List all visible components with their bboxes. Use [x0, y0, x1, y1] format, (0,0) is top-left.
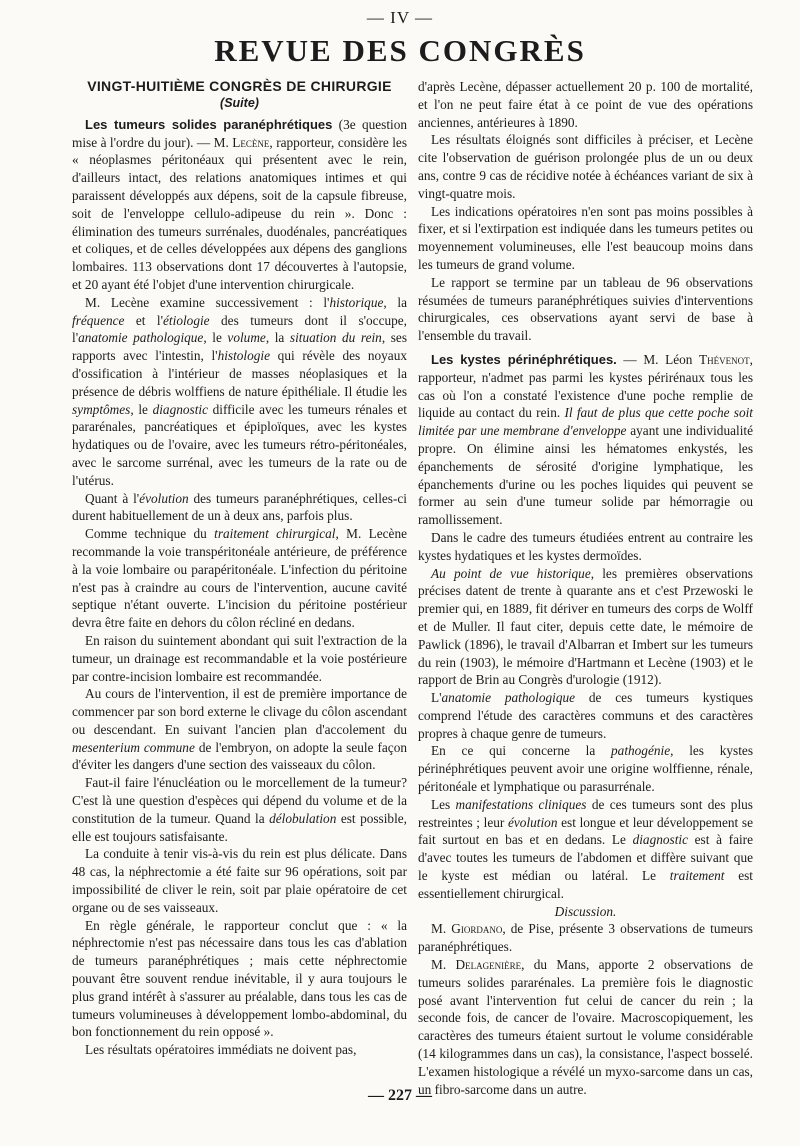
text: Quant à l': [85, 490, 140, 506]
text: , la: [265, 330, 290, 346]
text: des tumeurs dont il s'occupe, l': [72, 312, 407, 346]
emph: traitement chirurgical: [214, 526, 336, 542]
author-name: Delagenière: [455, 957, 522, 973]
text: , le: [203, 330, 228, 346]
text: , du Mans, apporte 2 observations de tumeurs solides pararénales. La première fois le diagnostic posé avant l'intervention fut celui de cancer du rein ; la seconde fois, de cancer de l'ovaire. Macroscopiquement, les caractères des tumeurs étaient surtout le volume considérable (14 kilogrammes dans un cas), la consistance, l'aspect bosselé. L'examen histologique a révélé un myxo-sarcome dans un cas, un fibro-sarcome dans un autre.: [418, 957, 753, 1097]
paragraph: Dans le cadre des tumeurs étudiées entrent au contraire les kystes hydatiques et les kystes dermoïdes.: [418, 529, 753, 563]
discussion-heading: Discussion.: [554, 903, 617, 919]
paragraph: [418, 689, 753, 742]
paragraph: [418, 956, 753, 1098]
paragraph: [72, 294, 407, 490]
text: Comme technique du: [85, 526, 215, 542]
text: , les kystes périnéphrétiques peuvent avoir une origine wolffienne, rénale, péritonéale et lymphatique ou parasurrénale.: [418, 743, 753, 795]
journal-section-title: REVUE DES CONGRÈS: [214, 33, 586, 68]
paragraph: [418, 351, 753, 529]
section-subtitle: (Suite): [220, 95, 259, 110]
text: de l'embryon, on adopte la seule façon d'éviter les dangers d'une section des vaisseaux du côlon.: [72, 739, 407, 773]
right-column: [418, 78, 753, 1098]
paragraph: Les résultats opératoires immédiats ne doivent pas,: [85, 1042, 357, 1058]
text: , rapporteur, considère les « néoplasmes péritonéaux qui présentent avec le rein, d'ailleurs intact, des relations anatomiques intimes et qui paraissent développés aux dépens, soit de la capsule fibreuse, soit de l'enveloppe cellulo-adipeuse du rein ». Donc : élimination des tumeurs surrénales, duodénales, pancréatiques et coliques, et de celles développées aux dépens des ganglions lombaires. 113 observations dont 17 découvertes à l'autopsie, et 20 ayant été l'objet d'une intervention chirurgicale.: [72, 134, 408, 292]
left-column: [72, 74, 407, 1059]
text: , rapporteur, n'admet pas parmi les kystes périrénaux tous les cas où l'on a constaté l'existence d'une poche remplie de liquide au contact du rein.: [418, 351, 753, 421]
text: est longue et leur développement se fait surtout en bas et en dedans. Le: [418, 814, 753, 848]
paragraph: d'après Lecène, dépasser actuellement 20 p. 100 de mortalité, et l'on ne peut faire état à ce point de vue des opérations anciennes, antérieures à 1890.: [418, 79, 753, 130]
text: de ces tumeurs sont des plus restreintes ; leur: [418, 796, 753, 830]
author-name: Giordano: [451, 921, 503, 937]
text: L': [431, 690, 442, 706]
emph: pathogénie: [611, 743, 671, 759]
text: , le: [130, 401, 153, 417]
page-number: — 227 —: [368, 1087, 432, 1104]
text: M.: [431, 957, 456, 973]
paragraph: En règle générale, le rapporteur conclut que : « la néphrectomie n'est pas nécessaire dans tous les cas d'ablation de tumeurs paranéphrétiques ; mais cette néphrectomie pouvant être souvent rendue inévitable, il y aura toujours le plus grand intérêt à s'assurer au préalable, dans tous les cas de tumeurs volumineuses à développement lombo-abdominal, du bon fonctionnement du rein opposé ».: [72, 917, 407, 1040]
emph: évolution: [508, 814, 558, 830]
text: , les premières observations précises datent de trente à quarante ans et c'est Przewoski le premier qui, en 1889, fit dériver en tumeurs des corps de Wolff et de Muller. Il faut citer, depuis cette date, le mémoire de Pawlick (1896), le travail d'Albarran et Imbert sur les tumeurs du rein (1903), le mémoire d'Hartmann et Lecène (1903) et le rapport de Brin au Congrès d'urologie (1912).: [418, 565, 753, 688]
text: — M. Léon: [616, 351, 700, 367]
paragraph: En raison du suintement abondant qui suit l'extraction de la tumeur, un drainage est recommandable et la voie postérieure par contre-incision lombaire est recommandée.: [72, 632, 407, 684]
author-name: Lecène: [232, 134, 270, 150]
emph: diagnostic: [152, 401, 208, 417]
emph: anatomie pathologique: [78, 330, 204, 346]
text: de ces tumeurs kystiques comprend l'étude des caractères communs et des caractères propres à chaque genre de tumeurs.: [418, 690, 753, 741]
paragraph: Les indications opératoires n'en sont pas moins possibles à fixer, et si l'extirpation est indiquée dans les tumeurs petites ou moyennement volumineuses, elle l'est beaucoup moins dans les tumeurs de grand volume.: [418, 203, 753, 272]
topic-lead: Les kystes périnéphrétiques.: [431, 351, 617, 367]
paragraph: [418, 742, 753, 795]
text: qui révèle des noyaux d'ossification à l'intérieur de masses néoplasiques et la présence de débris wolffiens de nature épithéliale. Il étudie les: [72, 348, 407, 399]
emph: fréquence: [72, 312, 125, 328]
text: est à faire d'avec toutes les tumeurs de l'abdomen et diffère suivant que le kyste est médian ou latéral. Le: [418, 832, 753, 884]
text: ayant une individualité propre. On élimine ainsi les hématomes enkystés, les épanchements de sérosité d'origine lymphatique, les épanchements d'urine ou les poches liquides qui peuvent se former au sein d'une tumeur solide par hémorragie ou ramollissement.: [418, 423, 753, 528]
paragraph: [418, 565, 753, 690]
emph: traitement: [669, 868, 725, 884]
text: , de Pise, présente 3 observations de tumeurs paranéphrétiques.: [418, 921, 753, 955]
emph: historique: [329, 294, 384, 310]
emph: symptômes: [72, 401, 131, 417]
paragraph: [72, 525, 407, 632]
emph: diagnostic: [632, 832, 688, 848]
emph: histologie: [217, 348, 271, 364]
section-title: VINGT-HUITIÈME CONGRÈS DE CHIRURGIE: [87, 78, 392, 94]
paragraph: La conduite à tenir vis-à-vis du rein est plus délicate. Dans 48 cas, la néphrectomie a été faite sur 96 opérations, soit par impossibilité de cliver le rein, soit par plaie opératoire de cet organe ou de ses vaisseaux.: [72, 846, 407, 915]
emph: manifestations cliniques: [455, 796, 587, 812]
text: , ses rapports avec l'intestin, l': [72, 330, 407, 364]
emph: situation du rein: [289, 330, 382, 346]
text: (3e question mise à l'ordre du jour). — M.: [72, 116, 408, 150]
paragraph: [72, 490, 407, 526]
emph: volume: [227, 330, 266, 346]
text: Au cours de l'intervention, il est de première importance de commencer par son bord externe le clivage du côlon ascendant ou descendant. En suivant l'ancien plan d'accolement du: [72, 686, 407, 737]
text: M.: [431, 921, 452, 937]
emph: Au point de vue historique: [431, 565, 591, 581]
text: Les: [431, 796, 456, 812]
emph: évolution: [139, 490, 189, 506]
topic-lead: Les tumeurs solides paranéphrétiques: [85, 116, 333, 132]
paragraph: [72, 685, 407, 774]
paragraph: [72, 774, 407, 845]
emph: anatomie pathologique: [441, 690, 576, 706]
emph: mesenterium commune: [72, 739, 195, 755]
text: Faut-il faire l'énucléation ou le morcellement de la tumeur? C'est là une question d'espèces qui dépend du volume et de la constitution de la tumeur. Quand la: [72, 775, 407, 826]
text: En ce qui concerne la: [431, 743, 612, 759]
emph: Il faut de plus que cette poche soit limitée par une membrane d'enveloppe: [418, 405, 753, 439]
paragraph: [72, 116, 407, 294]
text: , M. Lecène recommande la voie transpéritonéale antérieure, de préférence à la voie lombaire ou parapéritonéale. L'infection du péritoine n'est pas à craindre au cours de l'intervention, aucune cavité septique n'étant ouverte. L'incision du péritoine postérieur devra être faite en dehors du côlon récliné en dedans.: [72, 526, 408, 631]
text: difficile avec les tumeurs rénales et pararénales, pancréatiques et épiploïques, avec les kystes hydatiques ou de l'ovaire, avec les tumeurs rétro-péritonéales, avec le sarcome surrénal, avec les tumeurs de la rate ou de l'utérus.: [72, 401, 407, 488]
emph: étiologie: [163, 312, 210, 328]
text: et l': [124, 312, 164, 328]
paragraph: [418, 796, 753, 903]
paragraph: [418, 920, 753, 956]
emph: délobulation: [269, 810, 337, 826]
paragraph: Le rapport se termine par un tableau de 96 observations résumées de tumeurs paranéphrétiques suivies d'interventions chirurgicales, ces observations ayant servi de base à l'ensemble du travail.: [418, 274, 753, 344]
paragraph: Les résultats éloignés sont difficiles à préciser, et Lecène cite l'observation de guérison prolongée plus de un ou deux ans, contre 9 cas de récidive notée à échéances variant de six à vingt-quatre mois.: [418, 132, 753, 201]
author-name: Thévenot: [699, 351, 750, 367]
text: est possible, elle est toujours satisfaisante.: [72, 810, 407, 844]
text: est essentiellement chirurgical.: [418, 868, 753, 901]
text: , la: [383, 294, 407, 310]
text: M. Lecène examine successivement : l': [85, 294, 330, 310]
header-page-roman: — IV —: [366, 8, 434, 27]
text: des tumeurs paranéphrétiques, celles-ci durent habituellement de un à deux ans, parfois plus.: [72, 490, 408, 524]
